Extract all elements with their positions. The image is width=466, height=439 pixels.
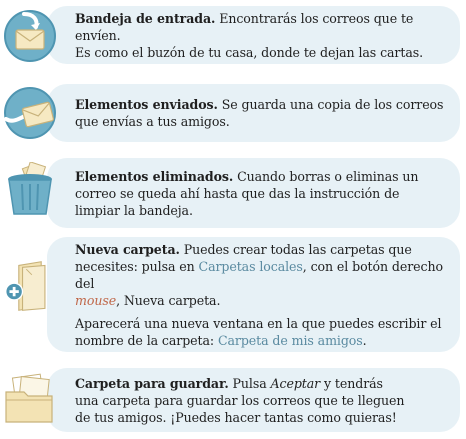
sent-items-description: Elementos enviados. Se guarda una copia de los correos que envías a tus amigos.	[75, 97, 444, 129]
deleted-items-description: Elementos eliminados. Cuando borras o eliminas un correo se queda ahí hasta que das la instrucción de limpiar la bandeja.	[75, 168, 419, 218]
save-folder-description: Carpeta para guardar. Pulsa Aceptar y tendrás una carpeta para guardar los correos que te lleguen de tus amigos. ¡Puedes hacer tantas como quieras!	[75, 375, 405, 425]
card-inbox	[47, 6, 460, 64]
inbox-description: Bandeja de entrada. Encontrarás los correos que te envíen. Es como el buzón de tu casa, donde te dejan las cartas.	[75, 10, 423, 60]
save-folder-title: Carpeta para guardar.	[75, 375, 229, 391]
save-folder-icon	[2, 372, 58, 428]
card-new-folder	[47, 237, 460, 352]
inbox-title: Bandeja de entrada.	[75, 10, 216, 26]
new-folder-title: Nueva carpeta.	[75, 241, 180, 257]
local-folders-link: Carpetas locales	[198, 258, 303, 274]
inbox-icon	[2, 8, 58, 64]
card-deleted-items	[47, 158, 460, 228]
mouse-term: mouse	[75, 292, 117, 308]
new-folder-description: Nueva carpeta. Puedes crear todas las carpetas que necesites: pulsa en Carpetas locales, con el botón derecho del mouse, Nueva carpeta.	[75, 241, 443, 308]
aceptar-term: Aceptar	[270, 375, 321, 391]
new-folder-window-description: Aparecerá una nueva ventana en la que puedes escribir el nombre de la carpeta: Carpeta de mis amigos.	[75, 315, 442, 348]
trash-bin-icon	[2, 162, 58, 218]
deleted-items-title: Elementos eliminados.	[75, 168, 234, 184]
sent-items-title: Elementos enviados.	[75, 97, 218, 112]
card-sent-items	[47, 84, 460, 142]
sent-items-icon	[2, 85, 58, 141]
card-save-folder	[47, 368, 460, 432]
friends-folder-name: Carpeta de mis amigos	[217, 332, 363, 348]
new-folder-icon	[2, 258, 58, 318]
